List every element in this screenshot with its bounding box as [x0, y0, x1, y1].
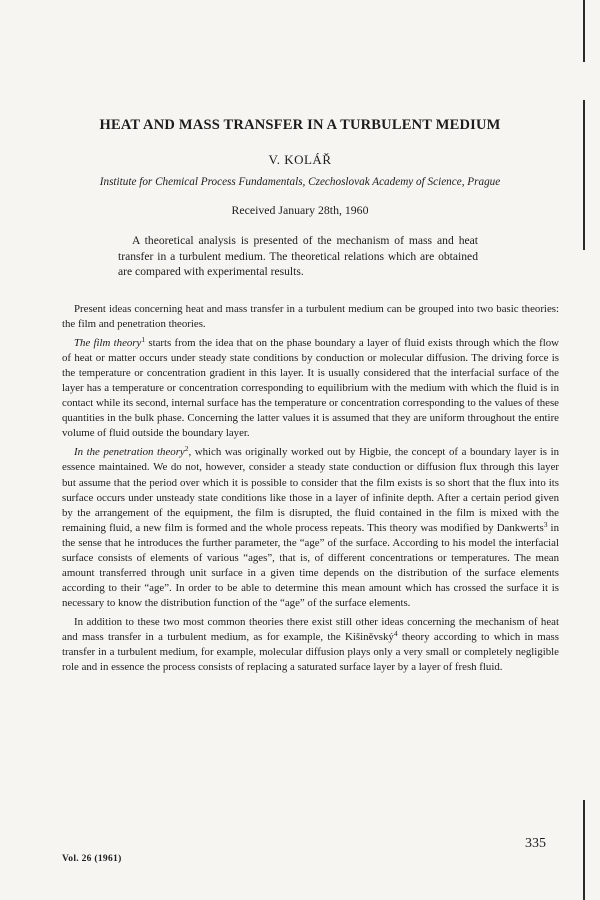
scan-edge-line [583, 800, 585, 900]
penetration-theory-text-cont: in the sense that he introduces the further parameter, the “age” of the surface. According to his model the interfacial surface consists of elements of various “ages”, that is, of different concentrations or temperatures. The mean amount transferred through unit surface in a given time depends on the distribution of the surface elements according to their “age”. In order to be able to determine this mean amount which has crossed the surface it is necessary to know the distribution function of the “age” of the surface elements. [62, 521, 559, 609]
journal-volume: Vol. 26 (1961) [62, 854, 122, 864]
body-text [62, 302, 559, 679]
author-affiliation: Institute for Chemical Process Fundamentals, Czechoslovak Academy of Science, Prague [99, 176, 501, 188]
paragraph-film-theory [62, 336, 559, 441]
penetration-theory-heading: In the penetration theory [74, 446, 185, 459]
film-theory-heading: The film theory [74, 337, 142, 350]
paragraph-intro: Present ideas concerning heat and mass transfer in a turbulent medium can be grouped into two basic theories: the film and penetration theories. [62, 303, 559, 331]
page-number: 335 [525, 836, 546, 851]
other-theories-text-cont: theory according to which in mass transfer in a turbulent medium, for example, molecular diffusion plays only a very small or completely negligible role and in essence the process consists of replacing a saturated surface layer by a layer of fresh fluid. [62, 630, 559, 674]
received-date: Received January 28th, 1960 [231, 203, 369, 217]
paper-title: HEAT AND MASS TRANSFER IN A TURBULENT MEDIUM [99, 117, 501, 133]
film-theory-text: starts from the idea that on the phase boundary a layer of fluid exists through which the flow of heat or matter occurs under steady state conditions by conduction or molecular diffusion. The driving force is the temperature or concentration gradient in this layer. It is usually considered that the interfacial surface of the layer has a temperature or concentration corresponding to equilibrium with the medium with which the fluid is in contact while its second, internal surface has the temperature or concentration corresponding to the values of these quantities in the bulk phase. Concerning the latter values it is assumed that they are uniform throughout the entire volume of fluid outside the boundary layer. [62, 337, 559, 440]
reference-marker: 4 [393, 628, 398, 638]
scan-edge-line [583, 0, 585, 62]
penetration-theory-text: , which was originally worked out by Higbie, the concept of a boundary layer is in essence maintained. We do not, however, consider a steady state conduction or diffusion flux through this layer but assume that the period over which it is possible to consider that the film exists is so short that the flux into its surface occurs under unsteady state conditions like those in a layer of infinite depth. After a certain period given by the arrangement of the equipment, the film is disrupted, the fluid contained in the film is mixed with the remaining fluid, a new film is formed and the whole process repeats. This theory was modified by Dankwerts [62, 446, 560, 534]
reference-marker: 2 [184, 444, 189, 454]
abstract: A theoretical analysis is presented of the mechanism of mass and heat transfer in a turbulent medium. The theoretical relations which are obtained are compared with experimental results. [118, 234, 478, 279]
paragraph-penetration-theory [62, 445, 559, 611]
reference-marker: 1 [141, 335, 146, 345]
paragraph-other-theories [62, 615, 559, 675]
reference-marker: 3 [543, 519, 548, 529]
other-theories-text: In addition to these two most common theories there exist still other ideas concerning the mechanism of heat and mass transfer in a turbulent medium, as for example, the Kišiněvský [62, 615, 559, 643]
author-name: V. KOLÁŘ [268, 152, 332, 167]
